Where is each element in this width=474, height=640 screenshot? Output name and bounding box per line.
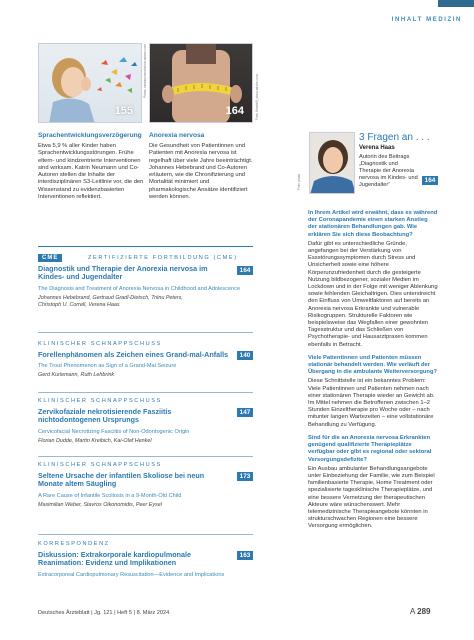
article-page-box[interactable]: 173 bbox=[237, 472, 253, 481]
photo-credit: Photo: simkaschoen/stock.adobe.com bbox=[143, 44, 147, 98]
interview-page-box[interactable]: 164 bbox=[422, 176, 438, 185]
photo-credit: Foto: privat bbox=[297, 174, 301, 190]
article-title[interactable]: Zervikofaziale nekrotisierende Fasziitis nichtodontogenen Ursprungs bbox=[38, 407, 172, 425]
article-page-box[interactable]: 140 bbox=[237, 351, 253, 360]
footer-page bbox=[410, 607, 431, 616]
article-title[interactable]: Diskussion: Extrakorporale kardiopulmonale Reanimation: Evidenz und Implikationen bbox=[38, 550, 191, 568]
portrait-image bbox=[310, 133, 355, 194]
article-authors: Gerd Kurlemann, Ruth Lehbrink bbox=[38, 372, 115, 378]
portrait-verena-haas bbox=[309, 132, 355, 194]
teaser-page-number[interactable]: 155 bbox=[114, 105, 133, 117]
article-authors: Florian Dudde, Martin Kreibich, Kai-Olaf Henkel bbox=[38, 438, 152, 444]
answer: Dafür gibt es unterschiedliche Gründe, angefangen bei der Verstärkung von Essstörungssymptomen durch Stress und Unsicherheit sowie eine höhere Körperunzufriedenheit durch die gesteigerte Nutzung bildbezogener, sozialer Medien im Lockdown und in der Folge mit weniger Ablenkung sowie fehlenden Gleichaltrigen. Dies unterstreicht den Einfluss von Umweltfaktoren auf bereits an Anorexia nervosa Erkrankte und vulnerable Risikogruppen. Strukturelle Faktoren wie beispielsweise das Wegfallen einer gewohnten Tagesstruktur und das Schließen von Psychotherapie- und Hausarztpraxen kommen ebenfalls in Betracht. bbox=[308, 240, 438, 348]
teaser-page-number[interactable]: 164 bbox=[225, 105, 244, 117]
article-page-box[interactable]: 147 bbox=[237, 408, 253, 417]
divider bbox=[38, 534, 253, 535]
divider bbox=[38, 392, 253, 393]
photo-credit: Foto: Mordolff_stock.adobe.com bbox=[255, 74, 259, 120]
answer: Ein Ausbau ambulanter Behandlungsangebote unter Einbeziehung der Familie, wie zum Beispiel familienbasierte Therapie, Home Treatment oder spezialisierte tagesklinische Therapieplätze, und eine bessere Vernetzung der therapeutischen Akteure wäre wünschenswert. Mehr telemedizinische Therapieangebote könnten in strukturschwachen Regionen eine bessere Versorgung ermöglichen. bbox=[308, 465, 435, 530]
section-header: INHALT MEDIZIN bbox=[391, 17, 462, 23]
article-authors: Johannes Hebebrand, Gertraud Gradl-Dietsch, Triinu Peters, Christoph U. Correll, Verena Haas bbox=[38, 295, 183, 308]
article-title[interactable]: Seltene Ursache der infantilen Skoliose bei neun Monate altem Säugling bbox=[38, 471, 205, 489]
section-label: KLINISCHER SCHNAPPSCHUSS bbox=[38, 462, 162, 468]
teaser-title[interactable]: Sprachentwicklungsverzögerung bbox=[38, 132, 142, 139]
divider bbox=[38, 332, 253, 333]
interviewee-bio: Autorin des Beitrags „Diagnostik und Therapie der Anorexia nervosa im Kindes- und Jugendalter“ bbox=[359, 154, 418, 188]
teaser-photo-anorexia bbox=[149, 43, 253, 123]
teaser-photo-speech bbox=[38, 43, 142, 123]
question: Viele Patientinnen und Patienten müssen stationär behandelt werden. Wie verläuft der Übergang in die ambulante Weiterversorgung? bbox=[308, 354, 438, 376]
question: In Ihrem Artikel wird erwähnt, dass es während der Coronapandemie einen starken Anstieg der stationären Behandlungen gab. Wie erklären Sie sich diese Beobachtung? bbox=[308, 210, 438, 238]
section-label: KLINISCHER SCHNAPPSCHUSS bbox=[38, 398, 162, 404]
section-label: KORRESPONDENZ bbox=[38, 541, 110, 547]
footer-page-prefix: A bbox=[410, 607, 415, 616]
top-accent-bar bbox=[438, 0, 474, 7]
article-title[interactable]: Diagnostik und Therapie der Anorexia nervosa im Kindes- und Jugendalter bbox=[38, 264, 208, 282]
article-subtitle: Cervicofacial Necrotizing Fasciitis of Non-Odontogenic Origin bbox=[38, 429, 190, 435]
teaser-text: Die Gesundheit von Patientinnen und Patienten mit Anorexia nervosa ist regelhaft über viele Jahre beeinträchtigt. Johannes Hebebrand und Co-Autoren erläutern, wie die Chronifizierung und Mortalität minimiert und pharmakologische Ansätze identifiziert werden können. bbox=[149, 143, 253, 201]
footer-journal: Deutsches Ärzteblatt | Jg. 121 | Heft 5 | 8. März 2024 bbox=[38, 610, 170, 616]
divider bbox=[38, 456, 253, 457]
article-subtitle: Extracorporeal Cardiopulmonary Resuscitation—Evidence and Implications bbox=[38, 572, 225, 578]
answer: Diese Schnittstelle ist ein bekanntes Problem: Viele Patientinnen und Patienten nehmen nach einer stationären Therapie wieder an Gewicht ab. Im Mittel nehmen die Betroffenen zwischen 1–2 Stunden Einzeltherapie pro Woche oder – nach mitunter langen Wartezeiten – eine vollstationäre Behandlung zu Verfügung. bbox=[308, 378, 435, 428]
section-label: ZERTIFIZIERTE FORTBILDUNG (CME) bbox=[88, 255, 238, 261]
cme-badge: CME bbox=[38, 254, 62, 262]
interviewee-name: Verena Haas bbox=[359, 145, 395, 151]
interview-heading: 3 Fragen an . . . bbox=[359, 132, 430, 143]
divider bbox=[38, 246, 253, 247]
qa-block bbox=[308, 210, 438, 531]
teaser-text: Etwa 5,9 % aller Kinder haben Sprachentwicklungsstörungen. Frühe eltern- und kindzentrierte Interventionen sind wirksam. Katrin Neumann und Co-Autoren stellen die Inhalte der interdisziplinären S3-Leitlinie vor, die den Wissenstand zu evidenzbasierten Interventionen reflektiert. bbox=[38, 143, 144, 201]
section-label: KLINISCHER SCHNAPPSCHUSS bbox=[38, 341, 162, 347]
article-subtitle: The Trout Phenomenon as Sign of a Grand-Mal Seizure bbox=[38, 363, 177, 369]
footer-page-number: 289 bbox=[417, 607, 431, 616]
article-subtitle: The Diagnosis and Treatment of Anorexia Nervosa in Childhood and Adolescence bbox=[38, 286, 241, 292]
article-page-box[interactable]: 163 bbox=[237, 551, 253, 560]
article-subtitle: A Rare Cause of Infantile Scoliosis in a 9-Month-Old Child bbox=[38, 493, 182, 499]
teaser-title[interactable]: Anorexia nervosa bbox=[149, 132, 205, 139]
article-title[interactable]: Forellenphänomen als Zeichen eines Grand-mal-Anfalls bbox=[38, 350, 229, 359]
article-page-box[interactable]: 164 bbox=[237, 266, 253, 275]
article-authors: Maximilian Weber, Stavros Oikonomidis, Peer Eysel bbox=[38, 502, 162, 508]
question: Sind für die an Anorexia nervosa Erkrankten genügend qualifizierte Therapieplätze verfügbar oder gibt es regional oder sektoral Versorgungsdefizite? bbox=[308, 434, 432, 463]
